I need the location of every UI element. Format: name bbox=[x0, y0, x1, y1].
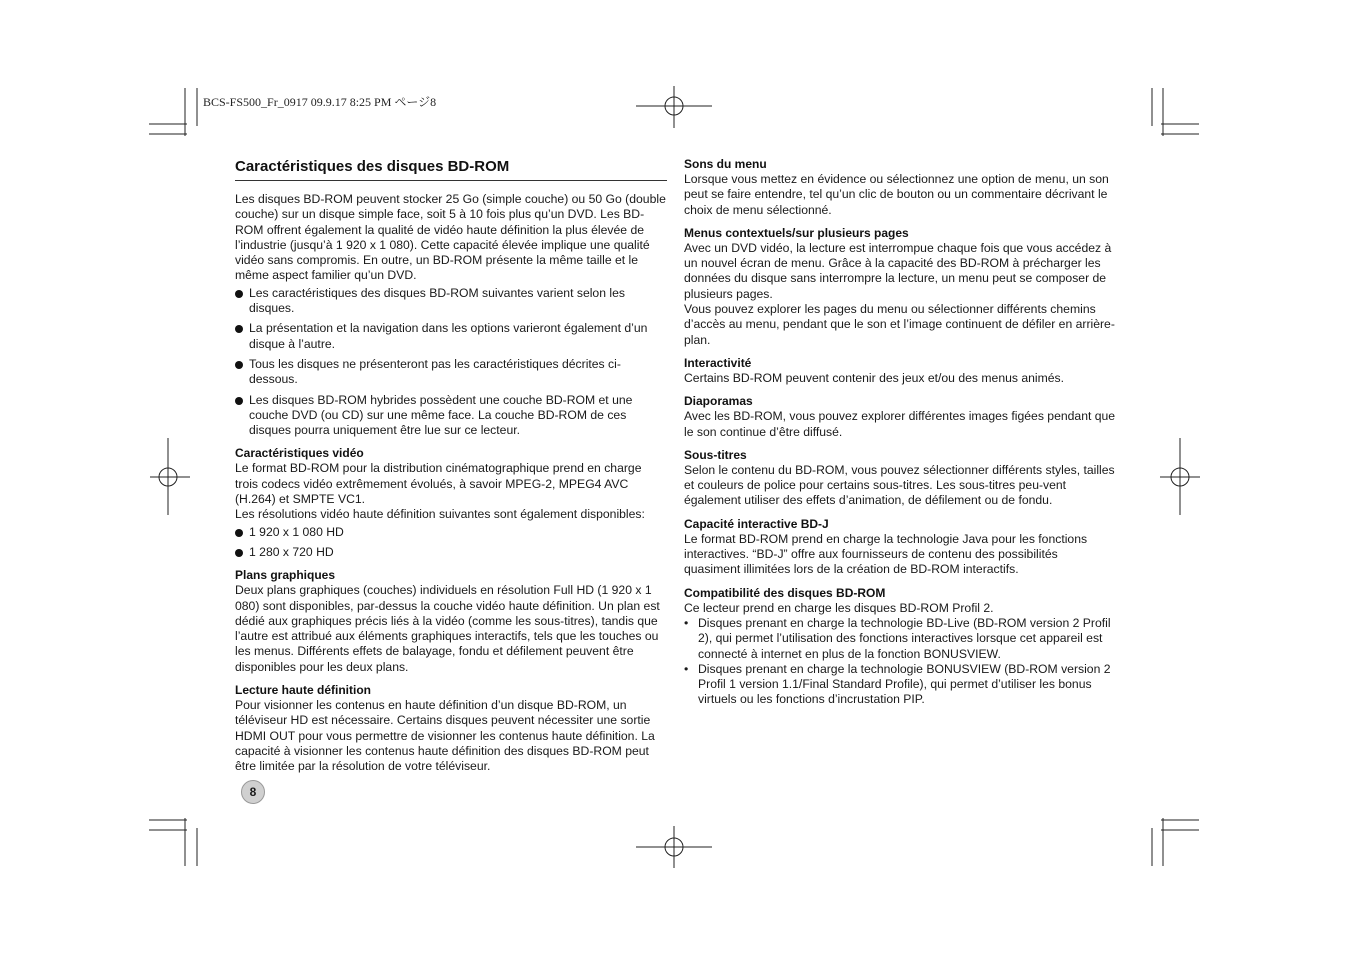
bdj-text: Le format BD-ROM prend en charge la technologie Java pour les fonctions interactives. “BD-J” offre aux fournisseurs de contenu des possibilités quasiment illimitées lors de la création de BD-ROM interactifs. bbox=[684, 531, 1088, 577]
list-item: 1 280 x 720 HD bbox=[235, 545, 667, 560]
subtitles-heading: Sous-titres bbox=[684, 447, 747, 462]
interactivity-heading: Interactivité bbox=[684, 355, 752, 370]
compat-heading: Compatibilité des disques BD-ROM bbox=[684, 585, 886, 600]
bullet-icon bbox=[235, 529, 243, 537]
bullet-icon bbox=[235, 397, 243, 405]
bullet-icon: • bbox=[684, 661, 689, 676]
bullet-icon bbox=[235, 290, 243, 298]
page-number-badge: 8 bbox=[241, 780, 265, 804]
compat-text: Ce lecteur prend en charge les disques BD-ROM Profil 2. bbox=[684, 600, 994, 615]
list-item: Les disques BD-ROM hybrides possèdent une couche BD-ROM et une couche DVD (ou CD) sur une même face. La couche BD-ROM de ces disques pourra uniquement être lue sur ce lecteur. bbox=[235, 393, 667, 439]
bullet-icon bbox=[235, 361, 243, 369]
graphics-heading: Plans graphiques bbox=[235, 568, 336, 583]
hd-text: Pour visionner les contenus en haute définition d’un disque BD-ROM, un téléviseur HD est nécessaire. Certains disques peuvent nécessiter une sortie HDMI OUT pour vous permettre de visionner les contenus haute définition. La capacité à visionner les contenus haute définition des disques BD-ROM peut être limitée par la résolution de votre téléviseur. bbox=[235, 698, 655, 774]
bullet-icon bbox=[235, 325, 243, 333]
print-header: BCS-FS500_Fr_0917 09.9.17 8:25 PM ページ8 bbox=[203, 95, 437, 109]
page-title: Caractéristiques des disques BD-ROM bbox=[235, 158, 667, 181]
menus-text-2: Vous pouvez explorer les pages du menu ou sélectionner différents chemins d’accès au menu, pendant que le son et l’image continuent de défiler en arrière-plan. bbox=[684, 302, 1115, 347]
interactivity-text: Certains BD-ROM peuvent contenir des jeux et/ou des menus animés. bbox=[684, 370, 1065, 385]
video-resolutions-text: Les résolutions vidéo haute définition suivantes sont également disponibles: bbox=[235, 507, 645, 522]
list-item: 1 920 x 1 080 HD bbox=[235, 525, 667, 540]
subtitles-text: Selon le contenu du BD-ROM, vous pouvez sélectionner différents styles, tailles et couleurs de police pour certains sous-titres. Les sous-titres peu-vent également utiliser des effets d’animation, de défilement ou de fondu. bbox=[684, 462, 1115, 508]
sounds-text: Lorsque vous mettez en évidence ou sélectionnez une option de menu, un son peut se faire entendre, tel qu’un clic de bouton ou un commentaire décrivant le choix de menu sélectionné. bbox=[684, 172, 1109, 217]
menus-text: Avec un DVD vidéo, la lecture est interrompue chaque fois que vous accédez à un nouvel écran de menu. Grâce à la capacité des BD-ROM à précharger les données du disque sans interrompre la lecture, un menu peut se composer de plusieurs pages. bbox=[684, 240, 1112, 301]
list-item: Tous les disques ne présenteront pas les caractéristiques décrites ci-dessous. bbox=[235, 357, 667, 388]
slideshows-heading: Diaporamas bbox=[684, 394, 753, 409]
list-item: • Disques prenant en charge la technologie BD-Live (BD-ROM version 2 Profil 2), qui permet l’utilisation des fonctions interactives lorsque cet appareil est connecté à internet en plus de la fonction BONUSVIEW. bbox=[684, 615, 1111, 661]
hd-heading: Lecture haute définition bbox=[235, 683, 372, 698]
bullet-icon: • bbox=[684, 615, 689, 630]
features-bullet-list bbox=[235, 286, 667, 439]
video-text: Le format BD-ROM pour la distribution cinématographique prend en charge trois codecs vidéo extrêmement évolués, à savoir MPEG-2, MPEG4 AVC (H.264) et SMPTE VC1. bbox=[235, 461, 642, 507]
left-column bbox=[235, 158, 667, 775]
video-heading: Caractéristiques vidéo bbox=[235, 446, 364, 461]
bdj-heading: Capacité interactive BD-J bbox=[684, 516, 829, 531]
resolution-list bbox=[235, 525, 667, 561]
intro-paragraph: Les disques BD-ROM peuvent stocker 25 Go (simple couche) ou 50 Go (double couche) sur un disque simple face, soit 5 à 10 fois plus qu’un DVD. Les BD-ROM offrent également la qualité de vidéo haute définition la plus élevée de l’industrie (jusqu’à 1 920 x 1 080). Cette capacité élevée implique une qualité vidéo sans compromis. En outre, un BD-ROM présente la même taille et le même aspect familier qu’un DVD. bbox=[235, 192, 666, 283]
menus-heading: Menus contextuels/sur plusieurs pages bbox=[684, 225, 909, 240]
list-item: La présentation et la navigation dans les options varieront également d’un disque à l’autre. bbox=[235, 321, 667, 352]
graphics-text: Deux plans graphiques (couches) individuels en résolution Full HD (1 920 x 1 080) sont disponibles, par-dessus la couche vidéo haute définition. Un plan est dédié aux graphiques précis liés à la vidéo (comme les sous-titres), tandis que l’autre est attribué aux éléments graphiques interactifs, tels que les touches ou les menus. Différents effets de balayage, fondu et défilement peuvent être disponibles pour les deux plans. bbox=[235, 583, 660, 674]
right-column bbox=[684, 157, 1116, 708]
slideshows-text: Avec les BD-ROM, vous pouvez explorer différentes images figées pendant que le son continue d’être diffusé. bbox=[684, 409, 1116, 439]
sounds-heading: Sons du menu bbox=[684, 157, 767, 171]
list-item: Les caractéristiques des disques BD-ROM suivantes varient selon les disques. bbox=[235, 286, 667, 317]
list-item: • Disques prenant en charge la technologie BONUSVIEW (BD-ROM version 2 Profil 1 version 1.1/Final Standard Profile), qui permet d’utiliser les bonus virtuels ou les fonctions d’incrustation PIP. bbox=[684, 661, 1111, 707]
compat-list bbox=[684, 616, 1116, 708]
bullet-icon bbox=[235, 549, 243, 557]
